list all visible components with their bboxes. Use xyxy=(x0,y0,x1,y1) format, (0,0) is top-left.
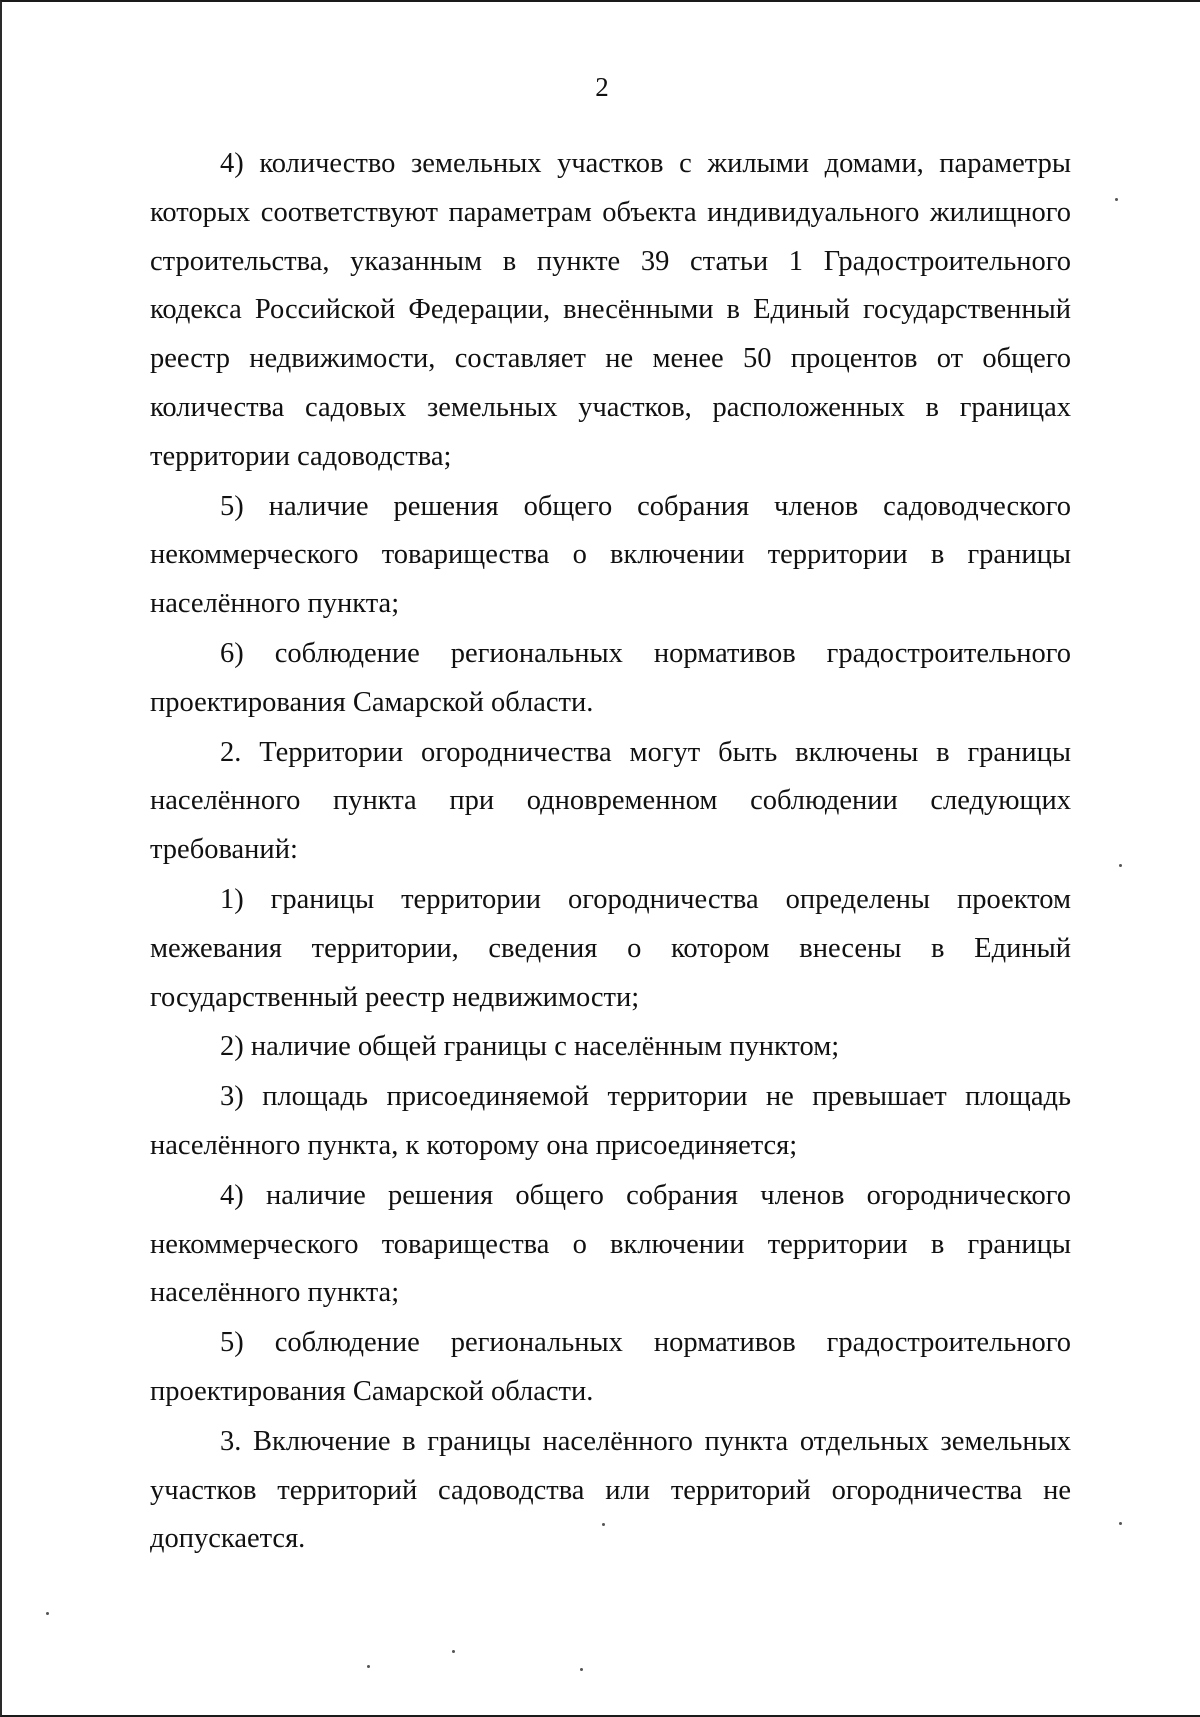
scan-speck xyxy=(367,1665,370,1668)
paragraph-8: 4) наличие решения общего собрания членов огороднического некоммерческого товарищества о включении территории в границы населённого пункта; xyxy=(150,1179,1071,1309)
document-body xyxy=(150,140,1071,1565)
paragraph-3: 6) соблюдение региональных нормативов градостроительного проектирования Самарской области. xyxy=(150,637,1071,718)
paragraph-5: 1) границы территории огородничества определены проектом межевания территории, сведения о котором внесены в Единый государственный реестр недвижимости; xyxy=(150,883,1071,1013)
scan-speck xyxy=(1119,1522,1122,1525)
paragraph-7: 3) площадь присоединяемой территории не превышает площадь населённого пункта, к которому она присоединяется; xyxy=(150,1081,1071,1161)
page-number: 2 xyxy=(595,72,609,102)
scan-speck xyxy=(452,1650,455,1653)
paragraph-6: 2) наличие общей границы с населённым пунктом; xyxy=(220,1031,840,1063)
scan-speck xyxy=(602,1523,605,1526)
scan-speck xyxy=(46,1612,49,1615)
paragraph-2: 5) наличие решения общего собрания членов садоводческого некоммерческого товарищества о включении территории в границы населённого пункта; xyxy=(150,490,1071,620)
paragraph-4: 2. Территории огородничества могут быть включены в границы населённого пункта при одновременном соблюдении следующих требований: xyxy=(150,736,1071,866)
scan-speck xyxy=(1115,198,1118,201)
paragraph-1: 4) количество земельных участков с жилыми домами, параметры которых соответствуют параметрам объекта индивидуального жилищного строительства, указанным в пункте 39 статьи 1 Градостроительного кодекса Российской Федерации, внесёнными в Единый государственный реестр недвижимости, составляет не менее 50 процентов от общего количества садовых земельных участков, расположенных в границах территории садоводства; xyxy=(150,148,1071,472)
paragraph-9: 5) соблюдение региональных нормативов градостроительного проектирования Самарской области. xyxy=(150,1327,1071,1407)
scan-speck xyxy=(580,1668,583,1671)
paragraph-10: 3. Включение в границы населённого пункта отдельных земельных участков территорий садоводства или территорий огородничества не допускается. xyxy=(150,1425,1071,1555)
scan-speck xyxy=(1119,864,1122,867)
